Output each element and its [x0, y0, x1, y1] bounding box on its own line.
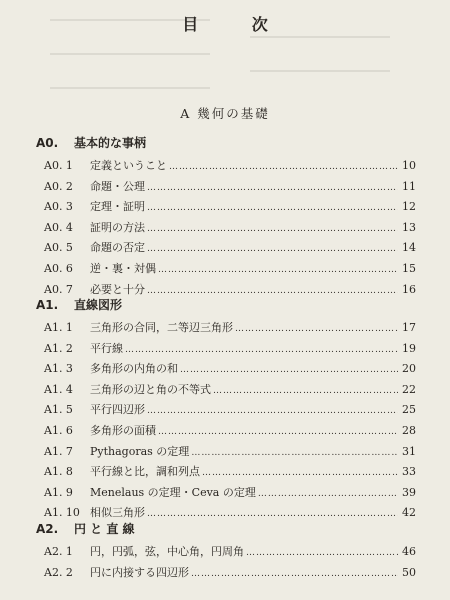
entry-title: Pythagoras の定理: [90, 444, 190, 458]
leader-dots: [246, 543, 398, 564]
entry-page: 15: [402, 261, 416, 275]
entry-number: A1. 10: [44, 506, 80, 520]
entry-title: Menelaus の定理・Ceva の定理: [90, 485, 256, 499]
toc-entry[interactable]: [36, 156, 416, 177]
entry-number: A1. 1: [44, 321, 73, 334]
entry-title: 多角形の内角の和: [90, 362, 178, 376]
leader-dots: [180, 360, 398, 381]
toc-title: 目 次: [182, 15, 292, 34]
entry-number: A1. 6: [44, 423, 73, 437]
leader-dots: [147, 178, 398, 199]
section-title: 基本的な事柄: [74, 136, 147, 150]
leader-dots: [147, 219, 398, 240]
leader-dots: [147, 198, 398, 219]
section-title: 円 と 直 線: [74, 522, 135, 536]
entry-page: 31: [402, 444, 416, 458]
part-title: A 幾何の基礎: [180, 106, 270, 121]
entry-title: 多角形の面積: [90, 423, 156, 437]
entry-page: 39: [402, 485, 416, 499]
entry-page: 28: [402, 423, 416, 437]
section-a2: [36, 520, 416, 583]
toc-entry[interactable]: [36, 177, 416, 198]
entry-page: 46: [402, 545, 416, 558]
toc-entry[interactable]: [36, 259, 416, 280]
section-heading: [36, 134, 416, 152]
entry-title: 定義ということ: [90, 159, 167, 172]
entry-number: A1. 9: [44, 485, 73, 499]
entry-number: A1. 2: [44, 341, 73, 355]
entry-page: 16: [402, 282, 416, 296]
entry-title: 三角形の合同，二等辺三角形: [90, 321, 233, 334]
leader-dots: [158, 422, 398, 443]
entry-page: 14: [402, 241, 416, 255]
entry-title: 逆・裏・対偶: [90, 261, 156, 275]
entry-page: 17: [402, 321, 416, 334]
toc-entry[interactable]: [36, 442, 416, 463]
entry-title: 平行四辺形: [90, 403, 145, 417]
entry-page: 20: [402, 362, 416, 376]
entry-number: A1. 8: [44, 465, 73, 479]
entry-page: 33: [402, 465, 416, 479]
entry-title: 証明の方法: [90, 220, 145, 234]
entry-title: 命題・公理: [90, 179, 145, 193]
toc-entry[interactable]: [36, 542, 416, 563]
leader-dots: [258, 484, 398, 505]
entry-page: 42: [402, 506, 416, 520]
toc-entry[interactable]: [36, 218, 416, 239]
entry-page: 25: [402, 403, 416, 417]
entry-number: A0. 5: [44, 241, 73, 255]
entry-number: A1. 3: [44, 362, 73, 376]
entry-title: 必要と十分: [90, 282, 145, 296]
entry-title: 三角形の辺と角の不等式: [90, 382, 211, 396]
toc-entry[interactable]: [36, 339, 416, 360]
leader-dots: [147, 401, 398, 422]
leader-dots: [191, 443, 398, 464]
toc-entry[interactable]: [36, 462, 416, 483]
leader-dots: [147, 239, 398, 260]
leader-dots: [191, 564, 398, 585]
entry-number: A2. 2: [44, 565, 73, 579]
entry-number: A0. 7: [44, 282, 73, 296]
entry-page: 11: [402, 179, 416, 193]
toc-entry[interactable]: [36, 400, 416, 421]
leader-dots: [125, 340, 398, 361]
entry-title: 平行線: [90, 341, 123, 355]
entry-page: 13: [402, 220, 416, 234]
section-a0: [36, 134, 416, 300]
entry-title: 命題の否定: [90, 241, 145, 255]
toc-entry[interactable]: [36, 421, 416, 442]
section-heading: [36, 296, 416, 314]
entry-title: 相似三角形: [90, 506, 145, 520]
entry-number: A1. 5: [44, 403, 73, 417]
entry-number: A0. 4: [44, 220, 73, 234]
toc-entry[interactable]: [36, 318, 416, 339]
section-number: A1.: [36, 298, 59, 312]
entry-title: 平行線と比，調和列点: [90, 465, 200, 479]
entry-number: A2. 1: [44, 545, 73, 558]
section-a1: [36, 296, 416, 524]
section-number: A2.: [36, 522, 59, 536]
entry-title: 定理・証明: [90, 200, 145, 214]
toc-entry[interactable]: [36, 380, 416, 401]
toc-entry[interactable]: [36, 238, 416, 259]
entry-page: 22: [402, 382, 416, 396]
toc-entry[interactable]: [36, 359, 416, 380]
toc-entry[interactable]: [36, 563, 416, 584]
entry-number: A0. 6: [44, 261, 73, 275]
leader-dots: [213, 381, 398, 402]
entry-title: 円に内接する四辺形: [90, 565, 189, 579]
leader-dots: [235, 319, 398, 340]
entry-title: 円，円弧，弦，中心角，円周角: [90, 545, 244, 558]
entry-number: A1. 4: [44, 382, 73, 396]
entry-page: 12: [402, 200, 416, 214]
entry-page: 50: [402, 565, 416, 579]
section-number: A0.: [36, 136, 59, 150]
entry-page: 19: [402, 341, 416, 355]
toc-entry[interactable]: [36, 483, 416, 504]
entry-number: A0. 2: [44, 179, 73, 193]
section-title: 直線図形: [74, 298, 123, 312]
leader-dots: [169, 157, 398, 178]
entry-number: A1. 7: [44, 444, 73, 458]
leader-dots: [202, 463, 398, 484]
entry-page: 10: [402, 159, 416, 172]
entry-number: A0. 1: [44, 159, 73, 172]
section-heading: [36, 520, 416, 538]
entry-number: A0. 3: [44, 200, 73, 214]
toc-entry[interactable]: [36, 197, 416, 218]
leader-dots: [158, 260, 398, 281]
